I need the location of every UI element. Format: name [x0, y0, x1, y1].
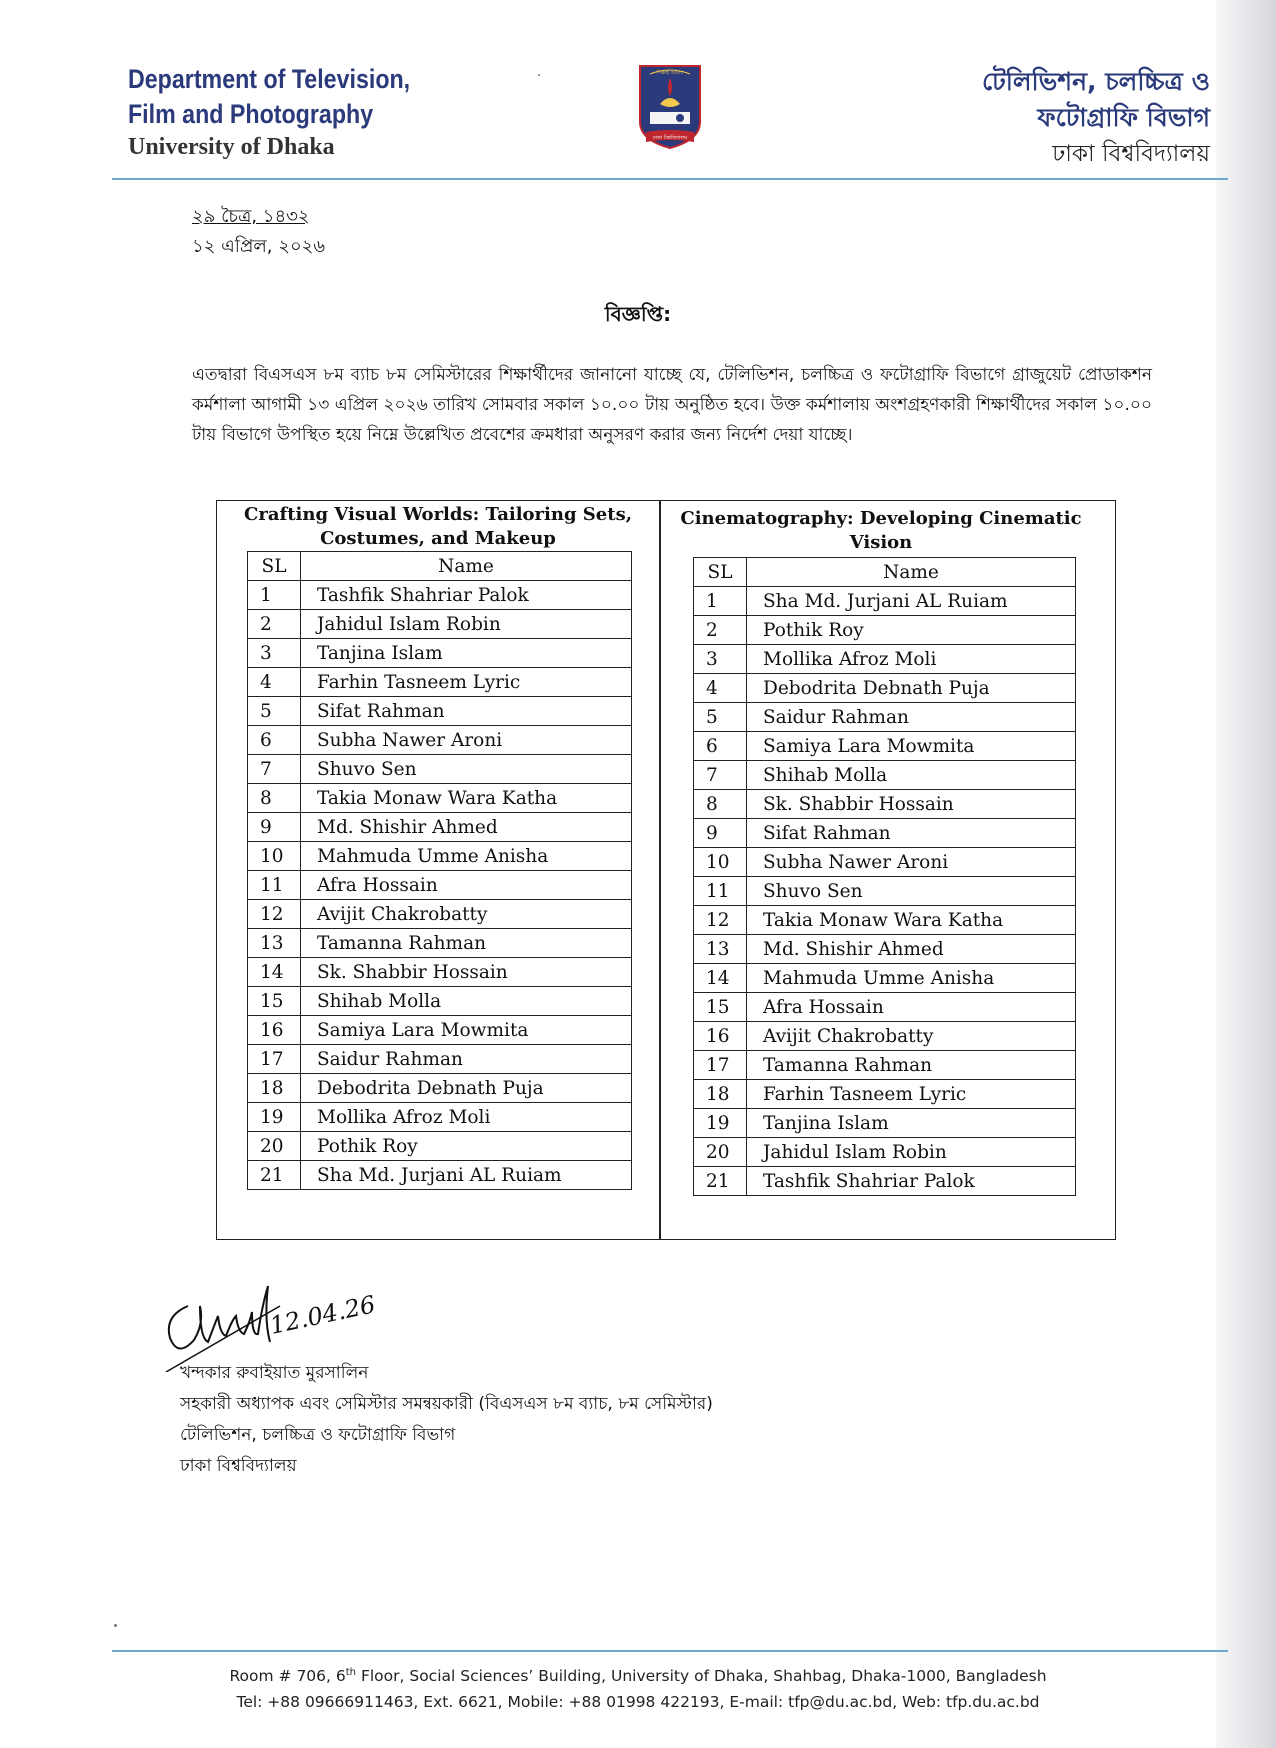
row-name: Tashfik Shahriar Palok — [301, 581, 632, 610]
row-sl: 18 — [694, 1080, 747, 1109]
row-name: Sk. Shabbir Hossain — [301, 958, 632, 987]
table-row — [694, 819, 1076, 848]
row-sl: 7 — [248, 755, 301, 784]
english-date: ১২ এপ্রিল, ২০২৬ — [192, 236, 326, 257]
dept-bn-line1: টেলিভিশন, চলচ্চিত্র ও — [981, 67, 1210, 96]
table-row — [694, 1138, 1076, 1167]
row-name: Mollika Afroz Moli — [747, 645, 1076, 674]
signatory-block — [180, 1358, 713, 1482]
table-row — [248, 784, 632, 813]
table-row — [694, 993, 1076, 1022]
table-row — [694, 1022, 1076, 1051]
table-row — [694, 1167, 1076, 1196]
footer — [0, 1660, 1276, 1715]
table-row — [248, 958, 632, 987]
row-name: Saidur Rahman — [301, 1045, 632, 1074]
footer-contact: Tel: +88 09666911463, Ext. 6621, Mobile: +88 01998 422193, E-mail: tfp@du.ac.bd, Web: tfp.du.ac.bd — [236, 1693, 1040, 1712]
table-row — [694, 732, 1076, 761]
table-row — [248, 755, 632, 784]
table-row — [694, 587, 1076, 616]
row-sl: 16 — [248, 1016, 301, 1045]
logo-motto: শিক্ষাই আলো — [656, 70, 684, 76]
row-name: Mahmuda Umme Anisha — [747, 964, 1076, 993]
row-sl: 21 — [248, 1161, 301, 1190]
row-sl: 17 — [248, 1045, 301, 1074]
table-row — [248, 900, 632, 929]
table-row — [248, 987, 632, 1016]
row-sl: 5 — [248, 697, 301, 726]
university-bn: ঢাকা বিশ্ববিদ্যালয় — [1052, 141, 1210, 167]
row-name: Pothik Roy — [301, 1132, 632, 1161]
row-sl: 21 — [694, 1167, 747, 1196]
row-sl: 18 — [248, 1074, 301, 1103]
table-row — [248, 697, 632, 726]
table-row — [694, 703, 1076, 732]
signatory-university: ঢাকা বিশ্ববিদ্যালয় — [180, 1456, 297, 1476]
table-row — [248, 610, 632, 639]
row-name: Farhin Tasneem Lyric — [301, 668, 632, 697]
row-name: Pothik Roy — [747, 616, 1076, 645]
row-name: Tamanna Rahman — [301, 929, 632, 958]
row-name: Jahidul Islam Robin — [747, 1138, 1076, 1167]
table-header-row — [248, 552, 632, 581]
table-row — [248, 726, 632, 755]
row-sl: 19 — [694, 1109, 747, 1138]
right-table-title: Cinematography: Developing Cinematic Vision — [680, 508, 1082, 553]
table-row — [694, 790, 1076, 819]
workshop-left — [217, 501, 659, 1190]
row-sl: 4 — [248, 668, 301, 697]
scan-speck — [538, 74, 540, 76]
dept-en-line2: Film and Photography — [128, 99, 374, 129]
notice-title: বিজ্ঞপ্তি: — [604, 302, 672, 326]
row-sl: 16 — [694, 1022, 747, 1051]
row-sl: 8 — [248, 784, 301, 813]
row-name: Shihab Molla — [747, 761, 1076, 790]
row-name: Subha Nawer Aroni — [301, 726, 632, 755]
row-name: Jahidul Islam Robin — [301, 610, 632, 639]
table-row — [694, 935, 1076, 964]
scan-edge-shadow — [1216, 0, 1276, 1748]
row-name: Shihab Molla — [301, 987, 632, 1016]
left-name-table — [247, 551, 632, 1190]
row-name: Sha Md. Jurjani AL Ruiam — [747, 587, 1076, 616]
table-row — [694, 964, 1076, 993]
table-row — [248, 1132, 632, 1161]
table-row — [694, 616, 1076, 645]
row-sl: 6 — [694, 732, 747, 761]
name-header: Name — [301, 552, 632, 581]
workshop-right — [661, 501, 1115, 1196]
row-name: Avijit Chakrobatty — [301, 900, 632, 929]
table-row — [248, 581, 632, 610]
row-sl: 2 — [248, 610, 301, 639]
row-sl: 15 — [248, 987, 301, 1016]
table-row — [694, 1051, 1076, 1080]
row-name: Farhin Tasneem Lyric — [747, 1080, 1076, 1109]
row-name: Samiya Lara Mowmita — [747, 732, 1076, 761]
row-sl: 19 — [248, 1103, 301, 1132]
row-name: Shuvo Sen — [747, 877, 1076, 906]
logo-caption: ঢাকা বিশ্ববিদ্যালয় — [652, 135, 688, 141]
department-name-bangla — [982, 64, 1210, 172]
row-name: Md. Shishir Ahmed — [301, 813, 632, 842]
row-name: Takia Monaw Wara Katha — [747, 906, 1076, 935]
table-row — [248, 1103, 632, 1132]
row-sl: 5 — [694, 703, 747, 732]
row-sl: 3 — [694, 645, 747, 674]
row-name: Debodrita Debnath Puja — [747, 674, 1076, 703]
row-sl: 15 — [694, 993, 747, 1022]
header-divider — [112, 178, 1228, 180]
university-en: University of Dhaka — [128, 134, 335, 160]
row-name: Mahmuda Umme Anisha — [301, 842, 632, 871]
row-sl: 20 — [248, 1132, 301, 1161]
row-sl: 14 — [248, 958, 301, 987]
footer-address: Room # 706, 6th Floor, Social Sciences’ Building, University of Dhaka, Shahbag, Dhaka-1000, Bangladesh — [229, 1667, 1047, 1686]
row-name: Sifat Rahman — [301, 697, 632, 726]
table-row — [694, 1109, 1076, 1138]
table-row — [248, 842, 632, 871]
row-name: Tashfik Shahriar Palok — [747, 1167, 1076, 1196]
left-table-title: Crafting Visual Worlds: Tailoring Sets, Costumes, and Makeup — [244, 504, 632, 549]
table-row — [248, 929, 632, 958]
row-sl: 20 — [694, 1138, 747, 1167]
row-name: Subha Nawer Aroni — [747, 848, 1076, 877]
table-row — [248, 871, 632, 900]
workshop-tables — [216, 500, 1116, 1240]
university-logo — [636, 62, 704, 158]
table-row — [694, 761, 1076, 790]
scan-speck — [114, 1624, 117, 1627]
dept-en-line1: Department of Television, — [128, 64, 411, 94]
signatory-department: টেলিভিশন, চলচ্চিত্র ও ফটোগ্রাফি বিভাগ — [180, 1425, 456, 1445]
row-name: Tanjina Islam — [747, 1109, 1076, 1138]
row-name: Takia Monaw Wara Katha — [301, 784, 632, 813]
table-row — [694, 645, 1076, 674]
date-block — [192, 202, 325, 262]
name-header: Name — [747, 558, 1076, 587]
row-sl: 7 — [694, 761, 747, 790]
row-sl: 1 — [694, 587, 747, 616]
table-row — [248, 813, 632, 842]
row-sl: 9 — [248, 813, 301, 842]
row-name: Saidur Rahman — [747, 703, 1076, 732]
row-sl: 11 — [694, 877, 747, 906]
row-sl: 14 — [694, 964, 747, 993]
row-sl: 17 — [694, 1051, 747, 1080]
row-name: Afra Hossain — [747, 993, 1076, 1022]
sl-header: SL — [248, 552, 301, 581]
row-name: Sifat Rahman — [747, 819, 1076, 848]
table-row — [248, 639, 632, 668]
row-name: Shuvo Sen — [301, 755, 632, 784]
row-name: Tamanna Rahman — [747, 1051, 1076, 1080]
row-sl: 11 — [248, 871, 301, 900]
dept-bn-line2: ফটোগ্রাফি বিভাগ — [1037, 103, 1210, 132]
row-sl: 13 — [248, 929, 301, 958]
row-sl: 3 — [248, 639, 301, 668]
row-name: Tanjina Islam — [301, 639, 632, 668]
table-header-row — [694, 558, 1076, 587]
row-name: Afra Hossain — [301, 871, 632, 900]
sl-header: SL — [694, 558, 747, 587]
table-row — [248, 1074, 632, 1103]
table-row — [694, 1080, 1076, 1109]
row-sl: 1 — [248, 581, 301, 610]
row-sl: 10 — [694, 848, 747, 877]
row-sl: 10 — [248, 842, 301, 871]
footer-divider — [112, 1650, 1228, 1652]
row-sl: 6 — [248, 726, 301, 755]
table-row — [248, 1161, 632, 1190]
table-row — [248, 668, 632, 697]
signature-date: 12.04.26 — [267, 1290, 378, 1340]
row-sl: 8 — [694, 790, 747, 819]
table-row — [694, 848, 1076, 877]
row-name: Sha Md. Jurjani AL Ruiam — [301, 1161, 632, 1190]
department-name-english — [128, 62, 456, 161]
table-row — [694, 877, 1076, 906]
table-row — [694, 906, 1076, 935]
signatory-designation: সহকারী অধ্যাপক এবং সেমিস্টার সমন্বয়কারী (বিএসএস ৮ম ব্যাচ, ৮ম সেমিস্টার) — [180, 1394, 713, 1414]
row-sl: 4 — [694, 674, 747, 703]
row-name: Mollika Afroz Moli — [301, 1103, 632, 1132]
row-sl: 2 — [694, 616, 747, 645]
row-sl: 9 — [694, 819, 747, 848]
row-name: Debodrita Debnath Puja — [301, 1074, 632, 1103]
table-row — [694, 674, 1076, 703]
row-sl: 13 — [694, 935, 747, 964]
bangla-date: ২৯ চৈত্র, ১৪৩২ — [192, 206, 310, 227]
notice-body: এতদ্বারা বিএসএস ৮ম ব্যাচ ৮ম সেমিস্টারের শিক্ষার্থীদের জানানো যাচ্ছে যে, টেলিভিশন, চলচ্চিত্র ও ফটোগ্রাফি বিভাগে গ্রাজুয়েট প্রোডাকশন কর্মশালা আগামী ১৩ এপ্রিল ২০২৬ তারিখ সোমবার সকাল ১০.০০ টায় অনুষ্ঠিত হবে। উক্ত কর্মশালায় অংশগ্রহণকারী শিক্ষার্থীদের সকাল ১০.০০ টায় বিভাগে উপস্থিত হয়ে নিম্নে উল্লেখিত প্রবেশের ক্রমধারা অনুসরণ করার জন্য নির্দেশ দেয়া যাচ্ছে। — [192, 365, 1152, 445]
row-name: Sk. Shabbir Hossain — [747, 790, 1076, 819]
table-row — [248, 1045, 632, 1074]
row-sl: 12 — [248, 900, 301, 929]
row-name: Samiya Lara Mowmita — [301, 1016, 632, 1045]
row-name: Md. Shishir Ahmed — [747, 935, 1076, 964]
right-name-table — [693, 557, 1076, 1196]
signatory-name: খন্দকার রুবাইয়াত মুরসালিন — [180, 1363, 369, 1383]
row-sl: 12 — [694, 906, 747, 935]
row-name: Avijit Chakrobatty — [747, 1022, 1076, 1051]
table-row — [248, 1016, 632, 1045]
